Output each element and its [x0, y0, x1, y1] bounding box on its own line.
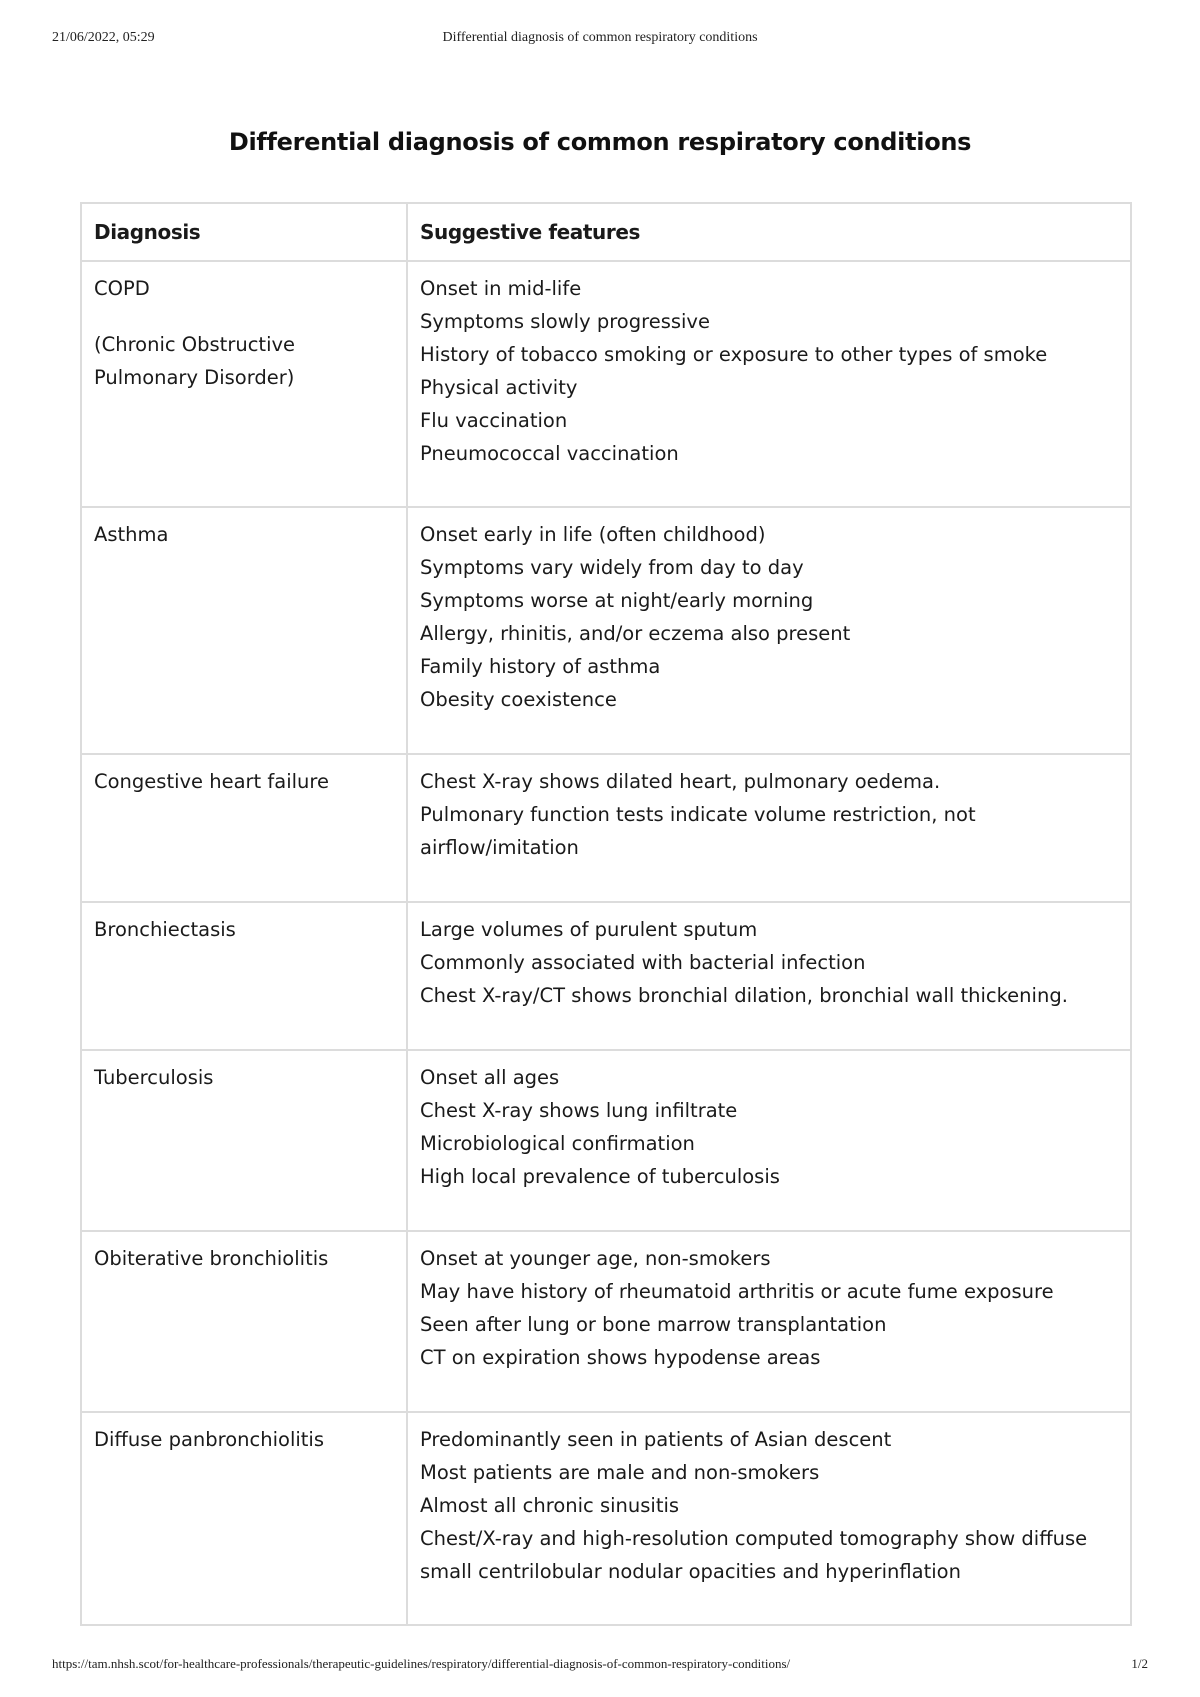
- feature-item: Onset at younger age, non-smokers: [420, 1247, 771, 1270]
- feature-item: Large volumes of purulent sputum: [420, 918, 758, 941]
- table-row: [81, 902, 1131, 1050]
- print-footer-url: https://tam.nhsh.scot/for-healthcare-professionals/therapeutic-guidelines/respiratory/differential-diagnosis-of-common-respiratory-conditions/: [52, 1656, 791, 1671]
- feature-item: Symptoms worse at night/early morning: [420, 589, 814, 612]
- print-footer: [52, 1656, 1148, 1676]
- diagnosis-note: (Chronic Obstructive Pulmonary Disorder): [94, 333, 296, 389]
- diagnosis-cell: [81, 1231, 407, 1412]
- feature-item: Symptoms vary widely from day to day: [420, 556, 804, 579]
- feature-item: Onset all ages: [420, 1066, 560, 1089]
- feature-item: Onset in mid-life: [420, 277, 582, 300]
- feature-item: May have history of rheumatoid arthritis or acute fume exposure: [420, 1280, 1054, 1303]
- features-cell: [407, 1412, 1131, 1625]
- diagnosis-cell: [81, 1050, 407, 1231]
- features-cell: [407, 754, 1131, 902]
- feature-item: Seen after lung or bone marrow transplantation: [420, 1313, 887, 1336]
- diagnosis-name: Congestive heart failure: [94, 770, 329, 793]
- diagnosis-cell: [81, 1412, 407, 1625]
- feature-item: History of tobacco smoking or exposure to other types of smoke: [420, 343, 1048, 366]
- diagnosis-cell: [81, 261, 407, 507]
- page-title: Differential diagnosis of common respiratory conditions: [228, 128, 972, 156]
- print-timestamp: 21/06/2022, 05:29: [52, 30, 155, 45]
- diagnosis-cell: [81, 902, 407, 1050]
- feature-item: Chest/X-ray and high-resolution computed tomography show diffuse small centrilobular nodular opacities and hyperinflation: [420, 1527, 1088, 1583]
- feature-item: Chest X-ray/CT shows bronchial dilation, bronchial wall thickening.: [420, 984, 1068, 1007]
- column-header-diagnosis: Diagnosis: [81, 203, 407, 261]
- diagnosis-cell: [81, 754, 407, 902]
- feature-item: Obesity coexistence: [420, 688, 617, 711]
- feature-item: High local prevalence of tuberculosis: [420, 1165, 780, 1188]
- feature-item: Allergy, rhinitis, and/or eczema also present: [420, 622, 851, 645]
- feature-item: Predominantly seen in patients of Asian descent: [420, 1428, 892, 1451]
- diagnosis-name: Bronchiectasis: [94, 918, 236, 941]
- diagnosis-name: COPD: [94, 277, 150, 300]
- feature-item: Most patients are male and non-smokers: [420, 1461, 820, 1484]
- diagnosis-name: Diffuse panbronchiolitis: [94, 1428, 325, 1451]
- diagnosis-name: Obiterative bronchiolitis: [94, 1247, 329, 1270]
- table-row: [81, 1231, 1131, 1412]
- table-header-row: [81, 203, 1131, 261]
- features-cell: [407, 1231, 1131, 1412]
- table-row: [81, 261, 1131, 507]
- diagnosis-name: Asthma: [94, 523, 169, 546]
- feature-item: Commonly associated with bacterial infection: [420, 951, 866, 974]
- feature-item: Pulmonary function tests indicate volume restriction, not airflow/imitation: [420, 803, 976, 859]
- table-row: [81, 507, 1131, 754]
- feature-item: Microbiological confirmation: [420, 1132, 695, 1155]
- table-row: [81, 1412, 1131, 1625]
- feature-item: Onset early in life (often childhood): [420, 523, 766, 546]
- feature-item: Physical activity: [420, 376, 578, 399]
- feature-item: Pneumococcal vaccination: [420, 442, 679, 465]
- feature-item: CT on expiration shows hypodense areas: [420, 1346, 821, 1369]
- column-header-suggestive-features: Suggestive features: [407, 203, 1131, 261]
- features-cell: [407, 902, 1131, 1050]
- diagnosis-table: [80, 202, 1132, 1626]
- features-cell: [407, 1050, 1131, 1231]
- feature-item: Chest X-ray shows lung infiltrate: [420, 1099, 738, 1122]
- features-cell: [407, 507, 1131, 754]
- table-row: [81, 754, 1131, 902]
- diagnosis-table-container: [80, 202, 1130, 1626]
- print-header-title: Differential diagnosis of common respiratory conditions: [442, 30, 758, 45]
- feature-item: Symptoms slowly progressive: [420, 310, 710, 333]
- diagnosis-cell: [81, 507, 407, 754]
- feature-item: Almost all chronic sinusitis: [420, 1494, 680, 1517]
- feature-item: Flu vaccination: [420, 409, 568, 432]
- features-cell: [407, 261, 1131, 507]
- print-header: [52, 30, 1148, 52]
- feature-item: Family history of asthma: [420, 655, 661, 678]
- feature-item: Chest X-ray shows dilated heart, pulmonary oedema.: [420, 770, 941, 793]
- page-number: 1/2: [1131, 1656, 1148, 1671]
- diagnosis-name: Tuberculosis: [94, 1066, 214, 1089]
- table-row: [81, 1050, 1131, 1231]
